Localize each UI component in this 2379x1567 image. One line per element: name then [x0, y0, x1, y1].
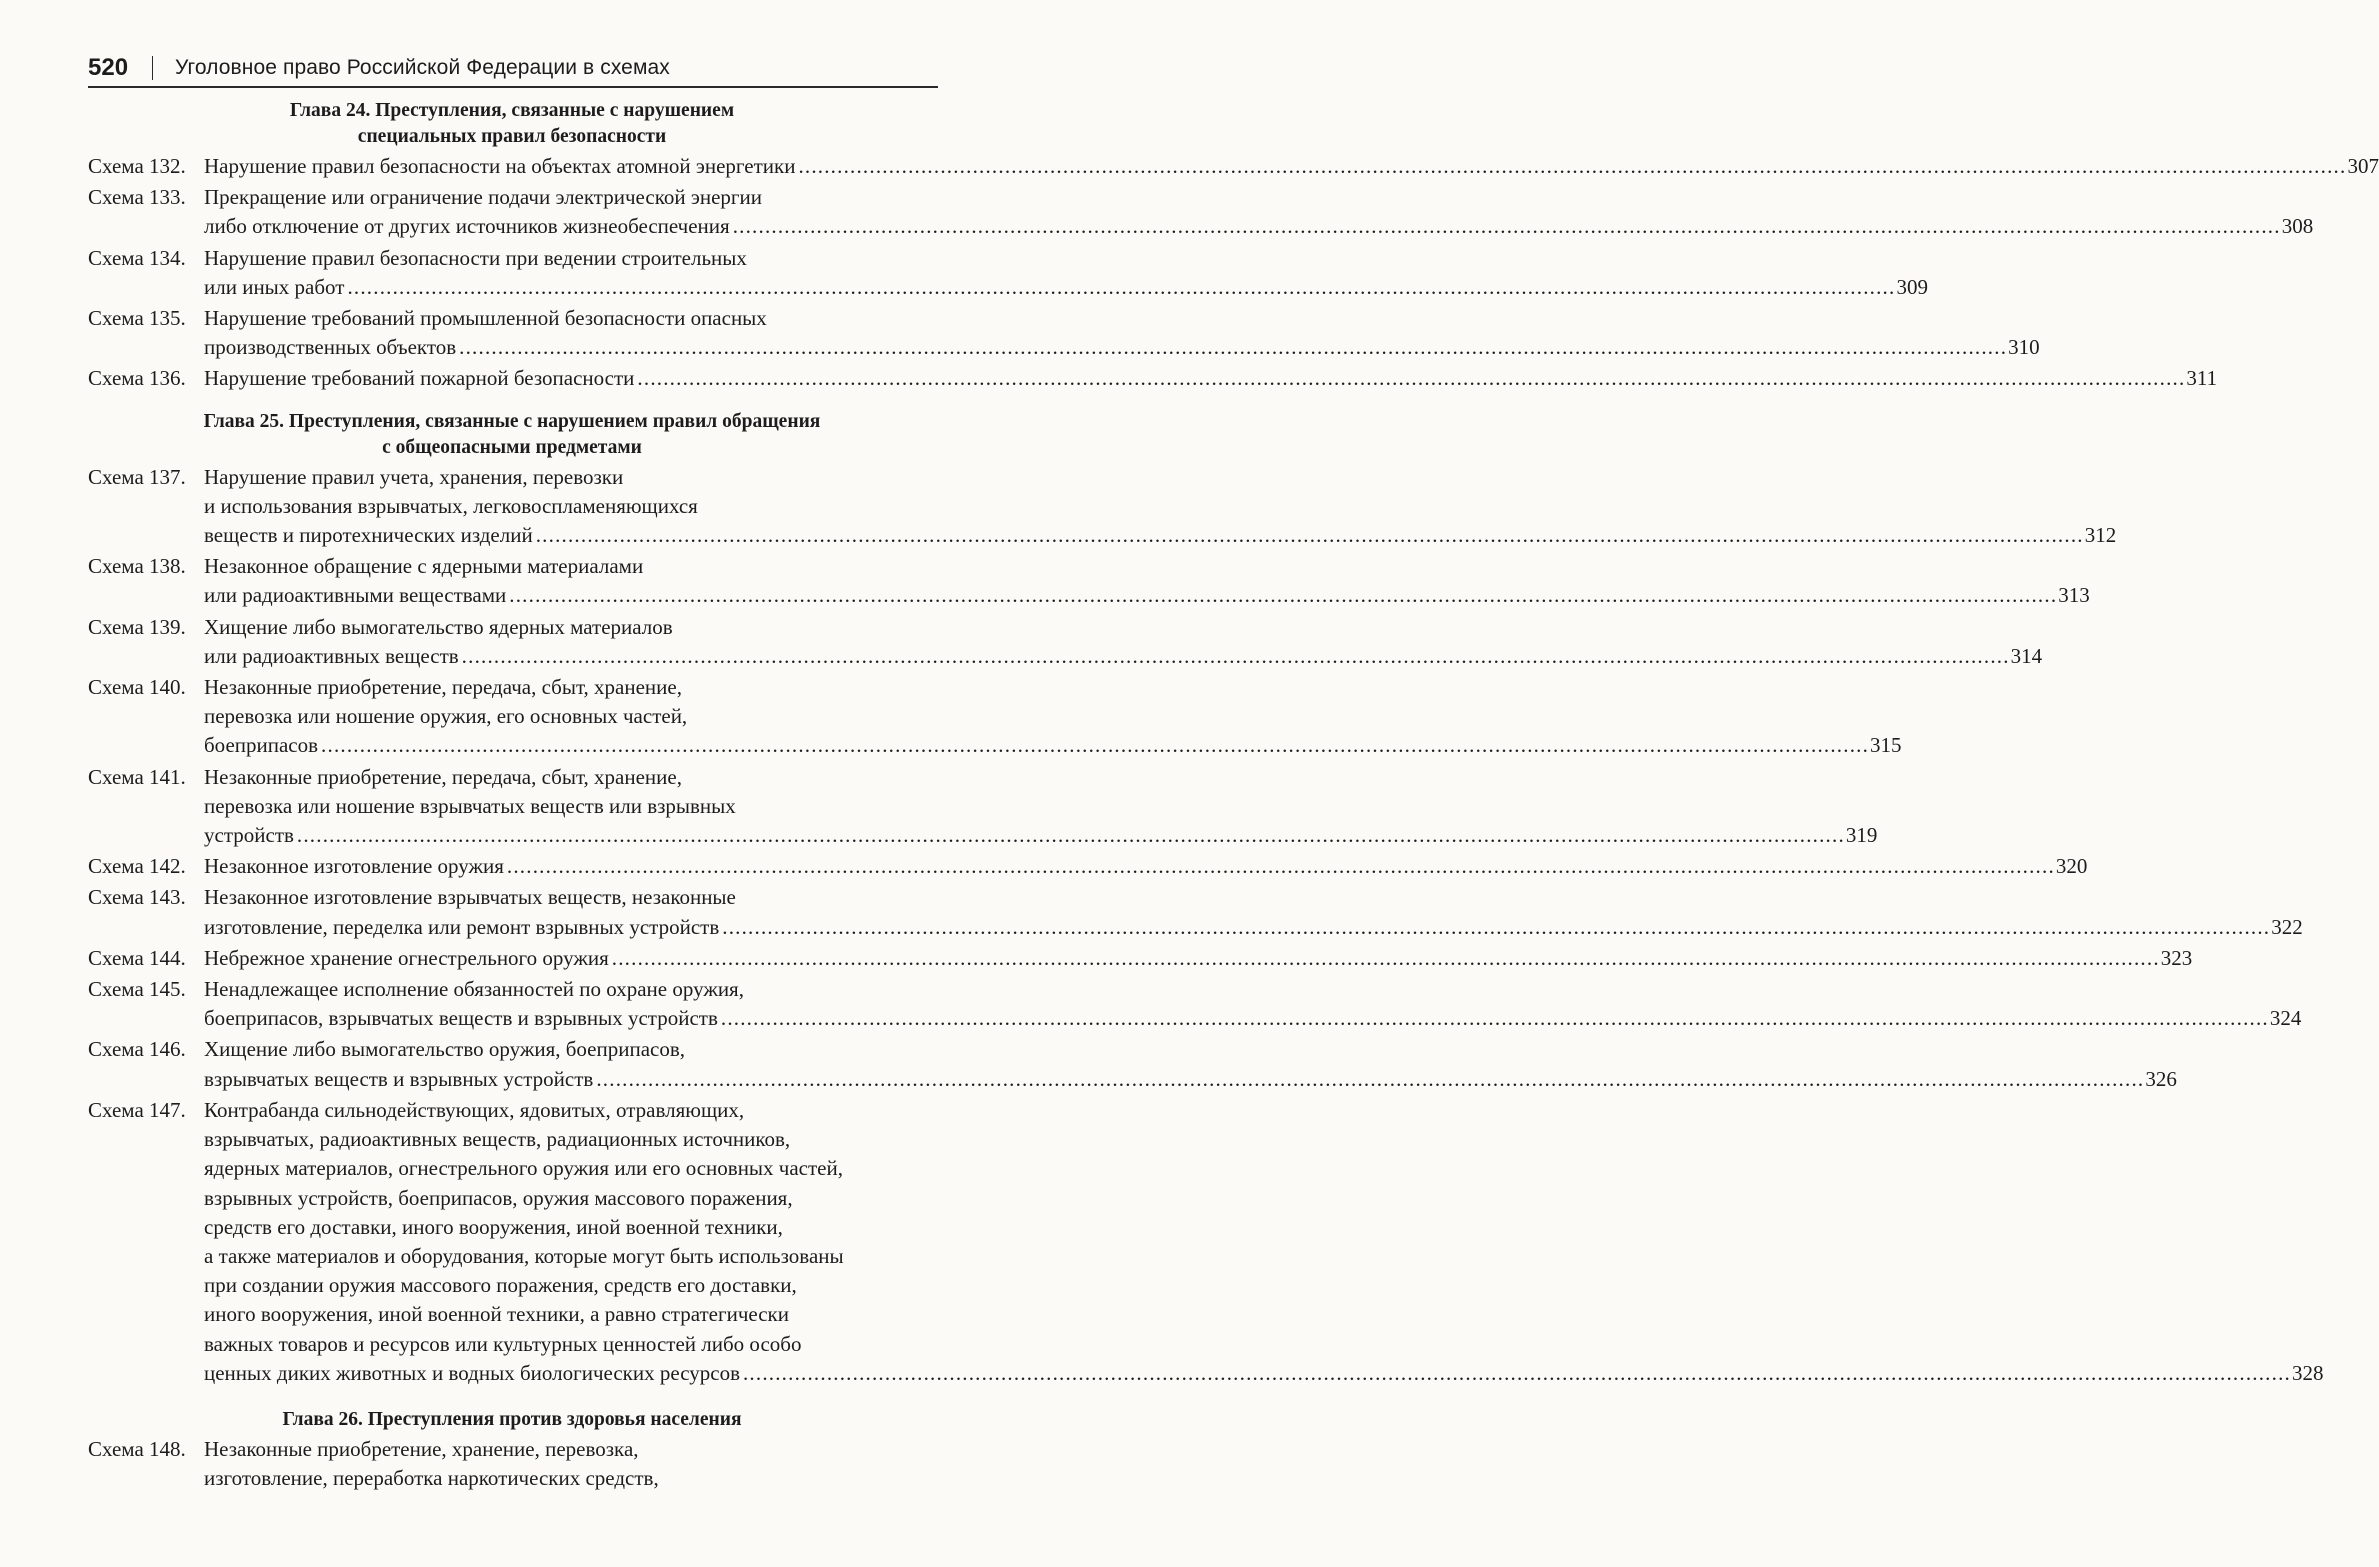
entry-title	[204, 944, 2192, 973]
entry-title-last-line	[204, 913, 2303, 942]
entry-title-line: средств его доставки, иного вооружения, иной военной техники,	[204, 1214, 783, 1239]
scheme-label: Схема 148.	[88, 1436, 186, 1461]
entry-title-line: а также материалов и оборудования, которые могут быть использованы	[204, 1243, 844, 1268]
entry-title-line: изготовление, переделка или ремонт взрывных устройств	[204, 914, 720, 939]
entry-title-line: Хищение либо вымогательство ядерных материалов	[204, 614, 673, 639]
entry-title-last-line	[204, 731, 1902, 760]
entry-title-line: и использования взрывчатых, легковоспламеняющихся	[204, 493, 698, 518]
entry-title-line: взрывных устройств, боеприпасов, оружия массового поражения,	[204, 1185, 793, 1210]
chapter-heading-line: с общеопасными предметами	[382, 436, 642, 458]
page-ref[interactable]: 323	[2160, 945, 2193, 970]
scheme-label: Схема 134.	[88, 245, 186, 270]
entry-title-line: Нарушение правил учета, хранения, перевозки	[204, 464, 624, 489]
page-ref[interactable]: 308	[2281, 214, 2314, 239]
toc-entry[interactable]	[88, 364, 2218, 393]
dot-leader	[507, 852, 2055, 881]
page-ref[interactable]: 328	[2291, 1360, 2324, 1385]
page-ref[interactable]: 320	[2055, 854, 2088, 879]
entry-title-line: перевозка или ношение взрывчатых веществ или взрывных	[204, 793, 736, 818]
dot-leader	[743, 1359, 2291, 1388]
dot-leader	[321, 731, 1869, 760]
entry-title-line: или радиоактивными веществами	[204, 583, 507, 608]
dot-leader	[297, 821, 1845, 850]
book-title: Уголовное право Российской Федерации в схемах	[175, 56, 670, 79]
entry-title-last-line	[204, 152, 2379, 181]
table-of-contents	[88, 98, 2379, 1493]
dot-leader	[612, 944, 2160, 973]
entry-title	[204, 975, 2301, 1033]
toc-entry[interactable]	[88, 852, 2088, 881]
entry-title-line: или радиоактивных веществ	[204, 643, 459, 668]
entry-title-last-line	[204, 212, 2313, 241]
entry-title-line: Небрежное хранение огнестрельного оружия	[204, 945, 609, 970]
chapter-heading	[88, 98, 936, 150]
entry-title-line: Нарушение правил безопасности при ведении строительных	[204, 245, 747, 270]
scheme-label: Схема 137.	[88, 464, 186, 489]
scheme-label: Схема 144.	[88, 945, 186, 970]
entry-title	[204, 763, 1877, 851]
entry-title-last-line	[204, 581, 2090, 610]
entry-title-last-line	[204, 1359, 2323, 1388]
toc-entry[interactable]	[88, 552, 2090, 610]
entry-title-last-line	[204, 521, 2116, 550]
toc-entry[interactable]	[88, 763, 1878, 851]
entry-title-line: ядерных материалов, огнестрельного оружия или его основных частей,	[204, 1156, 843, 1181]
dot-leader	[459, 333, 2007, 362]
page-ref[interactable]: 313	[2058, 583, 2090, 608]
toc-entry[interactable]	[88, 463, 2117, 551]
entry-title-line: взрывчатых веществ и взрывных устройств	[204, 1066, 594, 1091]
running-header	[88, 50, 938, 88]
scheme-label: Схема 140.	[88, 675, 186, 700]
toc-entry[interactable]	[88, 1096, 2324, 1388]
dot-leader	[347, 273, 1895, 302]
entry-title-line: Контрабанда сильнодействующих, ядовитых, отравляющих,	[204, 1097, 745, 1122]
page-ref[interactable]: 315	[1870, 733, 1902, 758]
entry-title-line: веществ и пиротехнических изделий	[204, 523, 533, 548]
scheme-label: Схема 135.	[88, 306, 186, 331]
entry-title-line: иного вооружения, иной военной техники, а равно стратегически	[204, 1302, 789, 1327]
entry-title	[204, 552, 2090, 610]
page-ref[interactable]: 319	[1845, 823, 1878, 848]
scheme-label: Схема 132.	[88, 154, 186, 178]
header-separator	[152, 56, 153, 80]
entry-title-line: Ненадлежащее исполнение обязанностей по охране оружия,	[204, 977, 744, 1002]
dot-leader	[596, 1065, 2144, 1094]
scheme-label: Схема 136.	[88, 366, 186, 391]
entry-title-last-line	[204, 642, 2042, 671]
chapter-heading	[88, 409, 936, 461]
entry-title-last-line	[204, 944, 2192, 973]
toc-entry[interactable]	[88, 613, 2043, 671]
entry-title-line: Хищение либо вымогательство оружия, боеприпасов,	[204, 1037, 686, 1062]
entry-title-last-line	[204, 333, 2040, 362]
scheme-label: Схема 141.	[88, 764, 186, 789]
entry-title-last-line	[204, 1065, 2177, 1094]
dot-leader	[462, 642, 2010, 671]
scheme-label: Схема 146.	[88, 1037, 186, 1062]
entry-title-last-line	[204, 273, 1928, 302]
entry-title-last-line	[204, 852, 2087, 881]
entry-title	[204, 183, 2313, 241]
entry-title	[204, 244, 1928, 302]
scheme-label: Схема 143.	[88, 885, 186, 910]
scheme-label: Схема 142.	[88, 854, 186, 879]
toc-entry[interactable]	[88, 152, 2379, 181]
dot-leader	[509, 581, 2057, 610]
toc-entry[interactable]	[88, 304, 2040, 362]
entry-title-line: Незаконные приобретение, передача, сбыт, хранение,	[204, 764, 682, 789]
page-ref[interactable]: 312	[2084, 523, 2117, 548]
entry-title-line: Незаконное изготовление оружия	[204, 854, 504, 879]
page-ref[interactable]: 322	[2271, 914, 2303, 939]
toc-entry[interactable]	[88, 244, 1928, 302]
toc-entry[interactable]	[88, 1435, 936, 1493]
dot-leader	[733, 212, 2281, 241]
entry-title-line: Нарушение требований пожарной безопасности	[204, 366, 635, 391]
entry-title-line: Незаконные приобретение, передача, сбыт, хранение,	[204, 675, 682, 700]
page-ref[interactable]: 314	[2010, 643, 2043, 668]
scheme-label: Схема 145.	[88, 977, 186, 1002]
page-ref[interactable]: 307	[2347, 154, 2379, 178]
dot-leader	[721, 1004, 2269, 1033]
entry-title-last-line	[204, 1004, 2301, 1033]
entry-title-line: перевозка или ношение оружия, его основных частей,	[204, 704, 688, 729]
entry-title-line: производственных объектов	[204, 335, 457, 360]
page-ref[interactable]: 309	[1896, 274, 1928, 299]
entry-title	[204, 304, 2040, 362]
entry-title-line: ценных диких животных и водных биологических ресурсов	[204, 1360, 740, 1385]
entry-title	[204, 852, 2087, 881]
entry-title-line: Нарушение требований промышленной безопасности опасных	[204, 306, 767, 331]
dot-leader	[536, 521, 2084, 550]
page-ref[interactable]: 311	[2186, 366, 2218, 391]
dot-leader	[637, 364, 2185, 393]
chapter-heading	[88, 1407, 936, 1433]
entry-title-line: или иных работ	[204, 274, 345, 299]
scheme-label: Схема 138.	[88, 554, 186, 579]
page-ref[interactable]: 326	[2145, 1066, 2177, 1091]
toc-entry[interactable]	[88, 975, 2302, 1033]
entry-title-line: боеприпасов	[204, 733, 319, 758]
entry-title	[204, 152, 2379, 181]
entry-title	[204, 613, 2042, 671]
entry-title-line: взрывчатых, радиоактивных веществ, радиационных источников,	[204, 1127, 791, 1152]
scheme-label: Схема 147.	[88, 1097, 186, 1122]
entry-title-line: при создании оружия массового поражения, средств его доставки,	[204, 1273, 797, 1298]
page-number: 520	[88, 54, 129, 81]
toc-entry[interactable]	[88, 1035, 2177, 1093]
entry-title	[204, 1035, 2177, 1093]
entry-title	[204, 883, 2303, 941]
entry-title-line: Незаконное обращение с ядерными материалами	[204, 554, 644, 579]
chapter-heading-line: Глава 26. Преступления против здоровья населения	[282, 1408, 742, 1430]
scheme-label: Схема 133.	[88, 185, 186, 210]
toc-entry[interactable]	[88, 883, 2303, 941]
page-ref[interactable]: 324	[2269, 1006, 2302, 1031]
dot-leader	[722, 913, 2270, 942]
entry-title	[204, 1435, 936, 1493]
toc-entry[interactable]	[88, 183, 2314, 241]
page-ref[interactable]: 310	[2008, 335, 2040, 360]
entry-title-last-line	[204, 364, 2217, 393]
toc-entry[interactable]	[88, 673, 1902, 761]
entry-title-line: боеприпасов, взрывчатых веществ и взрывных устройств	[204, 1006, 718, 1031]
entry-title-line: Незаконные приобретение, хранение, перевозка,	[204, 1436, 639, 1461]
entry-title-line: либо отключение от других источников жизнеобеспечения	[204, 214, 730, 239]
entry-title-line: Нарушение правил безопасности на объектах атомной энергетики	[204, 154, 796, 178]
toc-entry[interactable]	[88, 944, 2193, 973]
entry-title	[204, 463, 2116, 551]
entry-title	[204, 1096, 2323, 1388]
entry-title-line: важных товаров и ресурсов или культурных ценностей либо особо	[204, 1331, 802, 1356]
scheme-label: Схема 139.	[88, 614, 186, 639]
entry-title-line: изготовление, переработка наркотических средств,	[204, 1466, 659, 1491]
entry-title	[204, 364, 2217, 393]
chapter-heading-line: Глава 25. Преступления, связанные с нарушением правил обращения	[203, 410, 821, 432]
entry-title-line: устройств	[204, 823, 294, 848]
chapter-heading-line: Глава 24. Преступления, связанные с нарушением	[289, 100, 735, 121]
entry-title-line: Прекращение или ограничение подачи электрической энергии	[204, 185, 762, 210]
entry-title	[204, 673, 1902, 761]
entry-title-last-line	[204, 821, 1877, 850]
dot-leader	[798, 152, 2346, 181]
chapter-heading-line: специальных правил безопасности	[357, 126, 667, 147]
entry-title-line: Незаконное изготовление взрывчатых веществ, незаконные	[204, 885, 736, 910]
